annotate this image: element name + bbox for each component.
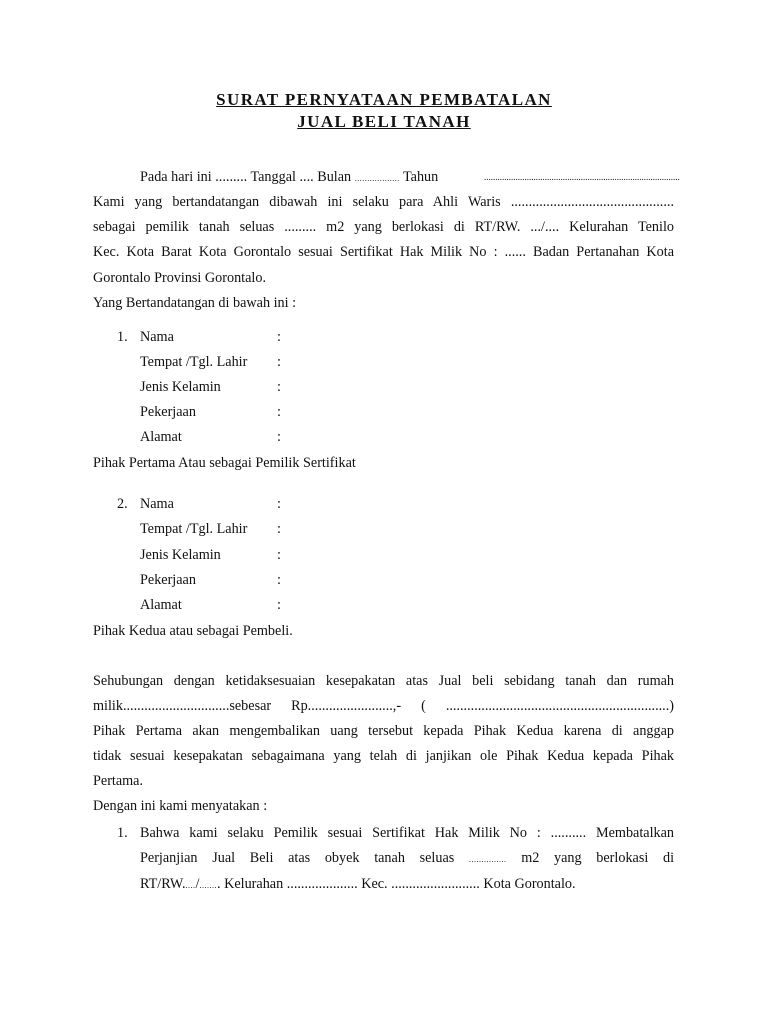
party-2-field-gender: Jenis Kelamin [140,547,221,563]
document-title-line-1: SURAT PERNYATAAN PEMBATALAN [216,90,552,109]
party-1-field-gender: Jenis Kelamin [140,379,221,395]
body-line-4: tidak sesuai kesepakatan sebagaimana yang telah di janjikan ole Pihak Kedua kepada Pihak [93,748,674,764]
party-1-colon-gender: : [277,379,281,395]
party-2-field-ttl: Tempat /Tgl. Lahir [140,521,248,537]
party-2-field-nama: Nama [140,496,174,512]
statement-1-rt-dots: .... [185,881,196,890]
party-2-field-job: Pekerjaan [140,572,196,588]
statement-1-line-3 [140,876,576,894]
intro-line-4: Kec. Kota Barat Kota Gorontalo sesuai Sertifikat Hak Milik No : ...... Badan Pertanahan Kota [93,244,674,260]
statement-1-line-2-a: Perjanjian Jual Beli atas obyek tanah seluas [140,850,455,866]
body-line-3: Pihak Pertama akan mengembalikan uang tersebut kepada Pihak Kedua karena di anggap [93,723,674,739]
party-1-colon-job: : [277,404,281,420]
body-line-6: Dengan ini kami menyatakan : [93,798,268,814]
body-line-5: Pertama. [93,773,144,789]
party-1-colon-address: : [277,429,281,445]
party-2-colon-nama: : [277,496,281,512]
party-2-role: Pihak Kedua atau sebagai Pembeli. [93,623,293,639]
party-1-field-ttl: Tempat /Tgl. Lahir [140,354,248,370]
intro-line-5: Gorontalo Provinsi Gorontalo. [93,270,266,286]
intro-year-dots: ....................................................................................... [484,172,680,182]
statement-1-slash: / [195,876,200,892]
party-1-colon-nama: : [277,329,281,345]
party-2-field-address: Alamat [140,597,182,613]
statement-1-line-1: Bahwa kami selaku Pemilik sesuai Sertifikat Hak Milik No : .......... Membatalkan [140,825,674,841]
statement-1-line-2 [140,850,674,868]
party-1-field-address: Alamat [140,429,182,445]
statement-1-line-2-b: m2 yang berlokasi di [521,850,675,866]
statement-1-number: 1. [117,825,128,841]
party-1-field-job: Pekerjaan [140,404,196,420]
statement-1-line-3-b: . Kelurahan .................... Kec. ......................... Kota Gorontalo. [217,876,576,892]
intro-month-dots: .................. [354,174,400,183]
party-2-colon-job: : [277,572,281,588]
party-1-colon-ttl: : [277,354,281,370]
party-2-colon-ttl: : [277,521,281,537]
party-1-role: Pihak Pertama Atau sebagai Pemilik Sertifikat [93,455,356,471]
statement-1-rtrw-label: RT/RW. [140,876,186,892]
document-title-line-2: JUAL BELI TANAH [297,112,471,131]
party-1-field-nama: Nama [140,329,174,345]
intro-date-line [140,169,438,187]
intro-line-3: sebagai pemilik tanah seluas ......... m2 yang berlokasi di RT/RW. .../.... Kelurahan Tenilo [93,219,674,235]
body-line-1: Sehubungan dengan ketidaksesuaian kesepakatan atas Jual beli sebidang tanah dan rumah [93,673,674,689]
intro-date-prefix: Pada hari ini ......... Tanggal .... Bulan [140,169,352,185]
statement-1-area-dots: ............... [469,855,507,864]
intro-year-label: Tahun [402,169,439,185]
party-2-colon-address: : [277,597,281,613]
statement-1-rw-dots: ....... [199,881,217,890]
party-2-colon-gender: : [277,547,281,563]
party-2-number: 2. [117,496,128,512]
intro-line-2: Kami yang bertandatangan dibawah ini selaku para Ahli Waris .............................................. [93,194,674,210]
party-1-number: 1. [117,329,128,345]
body-line-2: milik..............................sebesar Rp........................,- ( ...............................................................) [93,698,674,714]
intro-line-6: Yang Bertandatangan di bawah ini : [93,295,297,311]
